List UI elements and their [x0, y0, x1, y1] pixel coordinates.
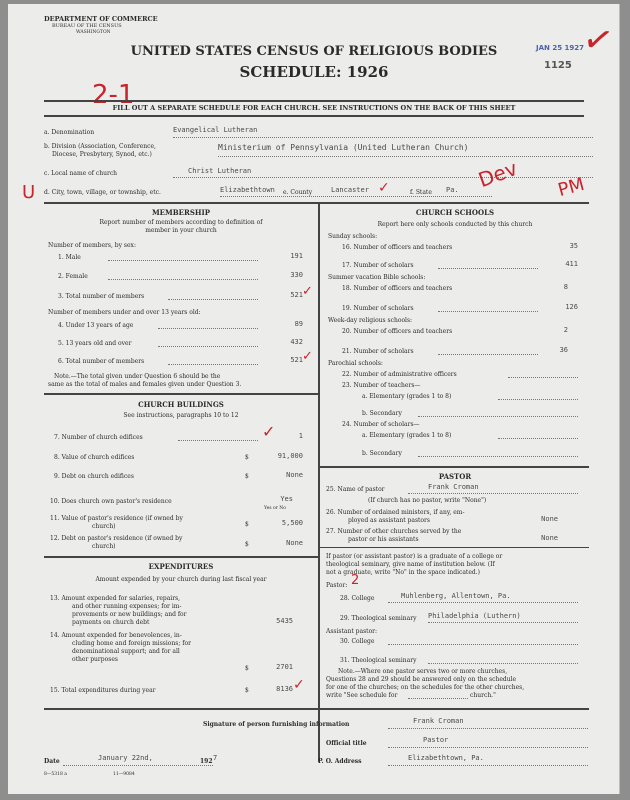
division-label-2: Diocese, Presbytery, Synod, etc.): [52, 151, 152, 158]
city-label: d. City, town, village, or township, etc.: [44, 189, 161, 196]
q15-value[interactable]: 8136: [276, 685, 293, 693]
q5-value[interactable]: 432: [290, 338, 303, 346]
by-sex-label: Number of members, by sex:: [48, 242, 136, 249]
q23-label: 23. Number of teachers—: [342, 382, 421, 389]
county-value[interactable]: Lancaster: [331, 186, 369, 194]
age-label: Number of members under and over 13 years old:: [48, 309, 201, 316]
q1-label: 1. Male: [58, 254, 81, 261]
q5-label: 5. 13 years old and over: [58, 340, 132, 347]
field-line: [388, 747, 588, 748]
year-value[interactable]: 7: [213, 754, 218, 762]
received-stamp-date: JAN 25 1927: [536, 44, 584, 52]
q7-value[interactable]: 1: [298, 432, 303, 440]
yes-no-label: Yes or No: [264, 506, 286, 511]
field-line: [388, 765, 588, 766]
membership-sub: Report number of members according to definition of: [99, 219, 263, 226]
pastor-note: write "See schedule for: [326, 692, 398, 699]
red-check-mark: ✓: [378, 180, 390, 196]
section-divider: [318, 466, 589, 468]
q6-value[interactable]: 521: [290, 356, 303, 364]
leader-dots: [108, 260, 258, 261]
membership-note: same as the total of males and females given under Question 3.: [48, 381, 242, 388]
leader-dots: [158, 346, 258, 347]
sunday-label: Sunday schools:: [328, 233, 378, 240]
q11-label-2: church): [92, 523, 116, 530]
q22-label: 22. Number of administrative officers: [342, 371, 457, 378]
assistant-label: Assistant pastor:: [326, 628, 378, 635]
q16-label: 16. Number of officers and teachers: [342, 244, 453, 251]
red-check-mark: ✓: [302, 284, 313, 299]
leader-dots: [108, 279, 258, 280]
q27-value[interactable]: None: [541, 534, 558, 542]
q13-label: payments on church debt: [72, 619, 150, 626]
q21-label: 21. Number of scholars: [342, 348, 414, 355]
year-label: 192: [200, 758, 213, 765]
graduate-instruction: If pastor (or assistant pastor) is a graduate of a college or: [326, 553, 503, 560]
schedule-title: SCHEDULE: 1926: [239, 63, 389, 81]
q14-value[interactable]: 2701: [276, 663, 293, 671]
handwritten-mark: Dev: [475, 155, 521, 193]
q19-label: 19. Number of scholars: [342, 305, 414, 312]
form-title: UNITED STATES CENSUS OF RELIGIOUS BODIES: [130, 44, 498, 59]
q28-label: 28. College: [340, 595, 375, 602]
print-number: 11—9084: [113, 772, 135, 777]
q13-label: provements or new buildings; and for: [72, 611, 187, 618]
q23b-label: b. Secondary: [362, 410, 402, 417]
field-line: [388, 602, 578, 603]
q28-value[interactable]: Muhlenberg, Allentown, Pa.: [401, 592, 511, 600]
church-name-label: c. Local name of church: [44, 170, 118, 177]
box-top: [44, 202, 589, 204]
q9-label: 9. Debt on church edifices: [54, 473, 134, 480]
city-label: WASHINGTON: [76, 30, 111, 35]
q29-label: 29. Theological seminary: [340, 615, 417, 622]
q2-label: 2. Female: [58, 273, 88, 280]
q29-value[interactable]: Philadelphia (Luthern): [428, 612, 521, 620]
section-divider: [44, 393, 318, 395]
q24b-label: b. Secondary: [362, 450, 402, 457]
q4-value[interactable]: 89: [294, 320, 303, 328]
official-title-value[interactable]: Pastor: [423, 736, 449, 744]
leader-dots: [498, 399, 578, 400]
q26-label-2: ployed as assistant pastors: [348, 517, 430, 524]
membership-note: Note.—The total given under Question 6 should be the: [54, 373, 221, 380]
box-bottom: [44, 708, 589, 710]
leader-dots: [438, 354, 538, 355]
q8-value[interactable]: 91,000: [277, 452, 303, 460]
summer-label: Summer vacation Bible schools:: [328, 274, 426, 281]
q11-value[interactable]: 5,500: [281, 519, 303, 527]
denomination-value[interactable]: Evangelical Lutheran: [173, 126, 258, 134]
q25-note: (If church has no pastor, write "None"): [368, 497, 487, 504]
dollar-sign: $: [245, 473, 249, 480]
divider-line: [44, 115, 584, 117]
denomination-label: a. Denomination: [44, 129, 95, 136]
schools-heading: CHURCH SCHOOLS: [415, 208, 495, 217]
q1-value[interactable]: 191: [290, 252, 303, 260]
field-line: [220, 196, 492, 197]
leader-dots: [158, 328, 258, 329]
leader-dots: [418, 456, 578, 457]
q14-label: other purposes: [72, 656, 118, 663]
q2-value[interactable]: 330: [290, 271, 303, 279]
leader-dots: [508, 377, 578, 378]
q13-label: and other running expenses; for im-: [72, 603, 182, 610]
leader-dots: [418, 416, 578, 417]
handwritten-mark: 2: [351, 573, 360, 588]
field-line: [408, 493, 578, 494]
membership-sub: member in your church: [145, 227, 217, 234]
column-divider: [318, 202, 320, 762]
membership-heading: MEMBERSHIP: [151, 208, 211, 217]
form-number: 8—5318 a: [44, 772, 67, 777]
q25-value[interactable]: Frank Croman: [428, 483, 479, 491]
dollar-sign: $: [245, 454, 249, 461]
date-value[interactable]: January 22nd,: [98, 754, 153, 762]
red-check-mark: ✓: [579, 17, 618, 64]
pastor-note: for one of the churches; on the schedules for the other churches,: [326, 684, 525, 691]
q12-value[interactable]: None: [286, 539, 303, 547]
q27-label-2: pastor or his assistants: [348, 536, 419, 543]
q21-value[interactable]: 36: [559, 346, 568, 354]
pastor-note: Note.—Where one pastor serves two or more churches,: [338, 668, 508, 675]
division-value[interactable]: Ministerium of Pennsylvania (United Lutheran Church): [218, 143, 469, 152]
q18-label: 18. Number of officers and teachers: [342, 285, 453, 292]
q19-value[interactable]: 126: [565, 303, 578, 311]
q26-value[interactable]: None: [541, 515, 558, 523]
q3-label: 3. Total number of members: [58, 293, 145, 300]
dollar-sign: $: [245, 665, 249, 672]
red-check-mark: ✓: [302, 349, 313, 364]
leader-dots: [178, 440, 258, 441]
q17-label: 17. Number of scholars: [342, 262, 414, 269]
received-stamp-number: 1125: [544, 60, 572, 71]
q31-label: 31. Theological seminary: [340, 657, 417, 664]
expenditures-heading: EXPENDITURES: [148, 562, 214, 571]
bureau-label: BUREAU OF THE CENSUS: [52, 23, 122, 29]
q25-label: 25. Name of pastor: [326, 486, 385, 493]
q24-label: 24. Number of scholars—: [342, 421, 420, 428]
field-line: [388, 728, 588, 729]
section-divider: [44, 556, 318, 558]
q30-label: 30. College: [340, 638, 375, 645]
field-line: [428, 663, 578, 664]
church-name-value[interactable]: Christ Lutheran: [188, 167, 252, 175]
q14-label: denominational support; and for all: [72, 648, 180, 655]
parochial-label: Parochial schools:: [328, 360, 383, 367]
q24a-label: a. Elementary (grades 1 to 8): [362, 432, 452, 439]
q14-label: cluding home and foreign missions; for: [72, 640, 191, 647]
expenditures-sub: Amount expended by your church during last fiscal year: [95, 576, 267, 583]
q7-label: 7. Number of church edifices: [54, 434, 143, 441]
field-line: [428, 622, 578, 623]
handwritten-mark: U: [22, 182, 36, 203]
q20-value[interactable]: 2: [563, 326, 568, 334]
divider-line: [44, 100, 584, 102]
buildings-heading: CHURCH BUILDINGS: [138, 400, 224, 409]
division-label: b. Division (Association, Conference,: [44, 143, 156, 150]
handwritten-mark: 2-1: [92, 80, 135, 110]
q15-label: 15. Total expenditures during year: [50, 687, 156, 694]
q8-label: 8. Value of church edifices: [54, 454, 135, 461]
leader-dots: [498, 438, 578, 439]
leader-dots: [168, 364, 258, 365]
q20-label: 20. Number of officers and teachers: [342, 328, 453, 335]
field-line: [173, 177, 593, 178]
weekday-label: Week-day religious schools:: [328, 317, 413, 324]
q23a-label: a. Elementary (grades 1 to 8): [362, 393, 452, 400]
q16-value[interactable]: 35: [569, 242, 578, 250]
graduate-instruction: theological seminary, give name of institution below. (If: [326, 561, 495, 568]
q13-label: 13. Amount expended for salaries, repairs,: [50, 595, 181, 602]
q18-value[interactable]: 8: [563, 283, 568, 291]
pastor-label: Pastor:: [326, 582, 348, 589]
q3-value[interactable]: 521: [290, 291, 303, 299]
official-title-label: Official title: [326, 740, 367, 747]
instruction-line: FILL OUT A SEPARATE SCHEDULE FOR EACH CHURCH. SEE INSTRUCTIONS ON THE BACK OF THIS SHEET: [112, 104, 516, 112]
q26-label: 26. Number of ordained ministers, if any, em-: [326, 509, 465, 516]
state-value[interactable]: Pa.: [446, 186, 459, 194]
graduate-instruction: not a graduate, write "No" in the space indicated.): [326, 569, 480, 576]
county-label: e. County: [283, 189, 313, 196]
q13-value[interactable]: 5435: [276, 617, 293, 625]
leader-dots: [168, 299, 258, 300]
dollar-sign: $: [245, 687, 249, 694]
pastor-note: Questions 28 and 29 should be answered only on the schedule: [326, 676, 517, 683]
field-line: [408, 698, 468, 699]
q14-label: 14. Amount expended for benevolences, in-: [50, 632, 182, 639]
schools-sub: Report here only schools conducted by this church: [377, 221, 533, 228]
q10-value[interactable]: Yes: [280, 495, 293, 503]
field-line: [173, 137, 593, 138]
pastor-heading: PASTOR: [438, 472, 472, 481]
q11-label: 11. Value of pastor's residence (if owned by: [50, 515, 183, 522]
po-address-value[interactable]: Elizabethtown, Pa.: [408, 754, 484, 762]
date-label: Date: [44, 758, 60, 765]
field-line: [388, 644, 578, 645]
pastor-note: church.": [470, 692, 496, 699]
q12-label: 12. Debt on pastor's residence (if owned by: [50, 535, 183, 542]
q17-value[interactable]: 411: [565, 260, 578, 268]
state-label: f. State: [410, 189, 432, 196]
dollar-sign: $: [245, 541, 249, 548]
city-value[interactable]: Elizabethtown: [220, 186, 275, 194]
q4-label: 4. Under 13 years of age: [58, 322, 134, 329]
signature-value[interactable]: Frank Croman: [413, 717, 464, 725]
buildings-sub: See instructions, paragraphs 10 to 12: [123, 412, 239, 419]
q10-label: 10. Does church own pastor's residence: [50, 498, 172, 505]
dept-label: DEPARTMENT OF COMMERCE: [44, 15, 158, 23]
signature-label: Signature of person furnishing information: [203, 721, 350, 728]
dollar-sign: $: [245, 521, 249, 528]
q12-label-2: church): [92, 543, 116, 550]
q6-label: 6. Total number of members: [58, 358, 145, 365]
field-line: [63, 765, 213, 766]
red-check-mark: ✓: [262, 422, 276, 441]
leader-dots: [438, 311, 538, 312]
section-divider: [318, 547, 589, 548]
q9-value[interactable]: None: [286, 471, 303, 479]
leader-dots: [438, 268, 538, 269]
handwritten-mark: PM: [555, 173, 587, 202]
red-check-mark: ✓: [293, 677, 305, 693]
q27-label: 27. Number of other churches served by the: [326, 528, 462, 535]
po-address-label: P. O. Address: [318, 758, 362, 765]
census-form-page: [8, 4, 620, 794]
field-line: [218, 156, 593, 157]
